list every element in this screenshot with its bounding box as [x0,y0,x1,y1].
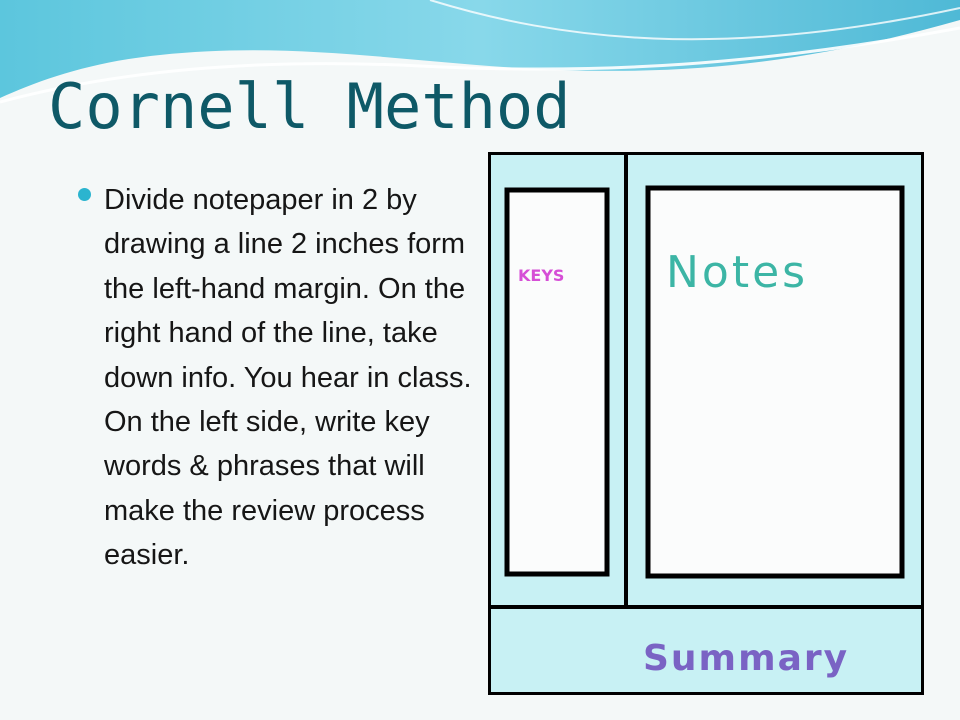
bullet-item [78,178,478,578]
notes-label: Notes [666,247,809,298]
bullet-dot-icon [78,188,91,201]
summary-label: Summary [643,638,850,679]
slide-title: Cornell Method [48,70,571,143]
keys-column-box [507,190,607,574]
keys-label: KEYS [518,266,565,285]
bullet-text: Divide notepaper in 2 by drawing a line 2 inches form the left-hand margin. On the right hand of the line, take down info. You hear in class. On the left side, write key words & phrases that will make the review process easier. [104,184,472,572]
cornell-diagram [488,152,924,695]
bullet-list [78,178,478,578]
